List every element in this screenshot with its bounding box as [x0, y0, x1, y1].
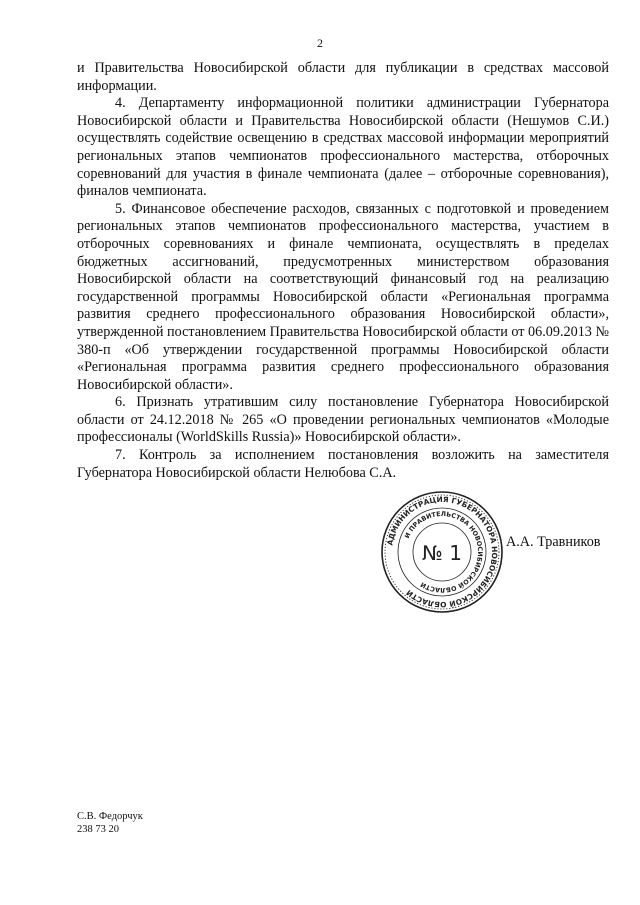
executor-phone: 238 73 20	[77, 824, 119, 835]
executor-name: С.В. Федорчук	[77, 811, 143, 822]
paragraph-6: 6. Признать утратившим силу постановление Губернатора Новосибирской области от 24.12.2018 № 265 «О проведении региональных чемпионатов «Молодые профессионалы (WorldSkills Russia)» Новосибирской области».	[77, 394, 609, 446]
document-body	[77, 60, 609, 482]
official-seal-stamp	[380, 490, 504, 614]
signatory-name: А.А. Травников	[506, 534, 601, 550]
executor-info	[77, 810, 143, 836]
paragraph-4: 4. Департаменту информационной политики администрации Губернатора Новосибирской области и Правительства Новосибирской области (Нешумов С.И.) осуществлять содействие освещению в средствах массовой информации мероприятий региональных этапов чемпионатов профессионального мастерства, отборочных соревнований для участия в финале чемпионата (далее – отборочные соревнования), финалов чемпионата.	[77, 95, 609, 200]
paragraph-continuation: и Правительства Новосибирской области для публикации в средствах массовой информации.	[77, 60, 609, 94]
seal-center-number: № 1	[422, 541, 462, 565]
seal-outer-text: АДМИНИСТРАЦИЯ ГУБЕРНАТОРА НОВОСИБИРСКОЙ ОБЛАСТИ	[385, 494, 500, 610]
page-number: 2	[317, 36, 323, 50]
paragraph-5: 5. Финансовое обеспечение расходов, связанных с подготовкой и проведением региональных этапов чемпионатов профессионального мастерства, участием в отборочных соревнованиях и финале чемпионата, осуществлять в пределах бюджетных ассигнований, предусмотренных министерством образования Новосибирской области на соответствующий финансовый год на реализацию государственной программы Новосибирской области «Региональная программа развития среднего профессионального образования Новосибирской области», утвержденной постановлением Правительства Новосибирской области от 06.09.2013 № 380-п «Об утверждении государственной программы Новосибирской области «Региональная программа развития среднего профессионального образования Новосибирской области».	[77, 200, 609, 393]
paragraph-7: 7. Контроль за исполнением постановления возложить на заместителя Губернатора Новосибирской области Нелюбова С.А.	[77, 447, 609, 481]
signature-block	[380, 490, 620, 610]
seal-inner-text: И ПРАВИТЕЛЬСТВА НОВОСИБИРСКОЙ ОБЛАСТИ	[403, 509, 485, 595]
